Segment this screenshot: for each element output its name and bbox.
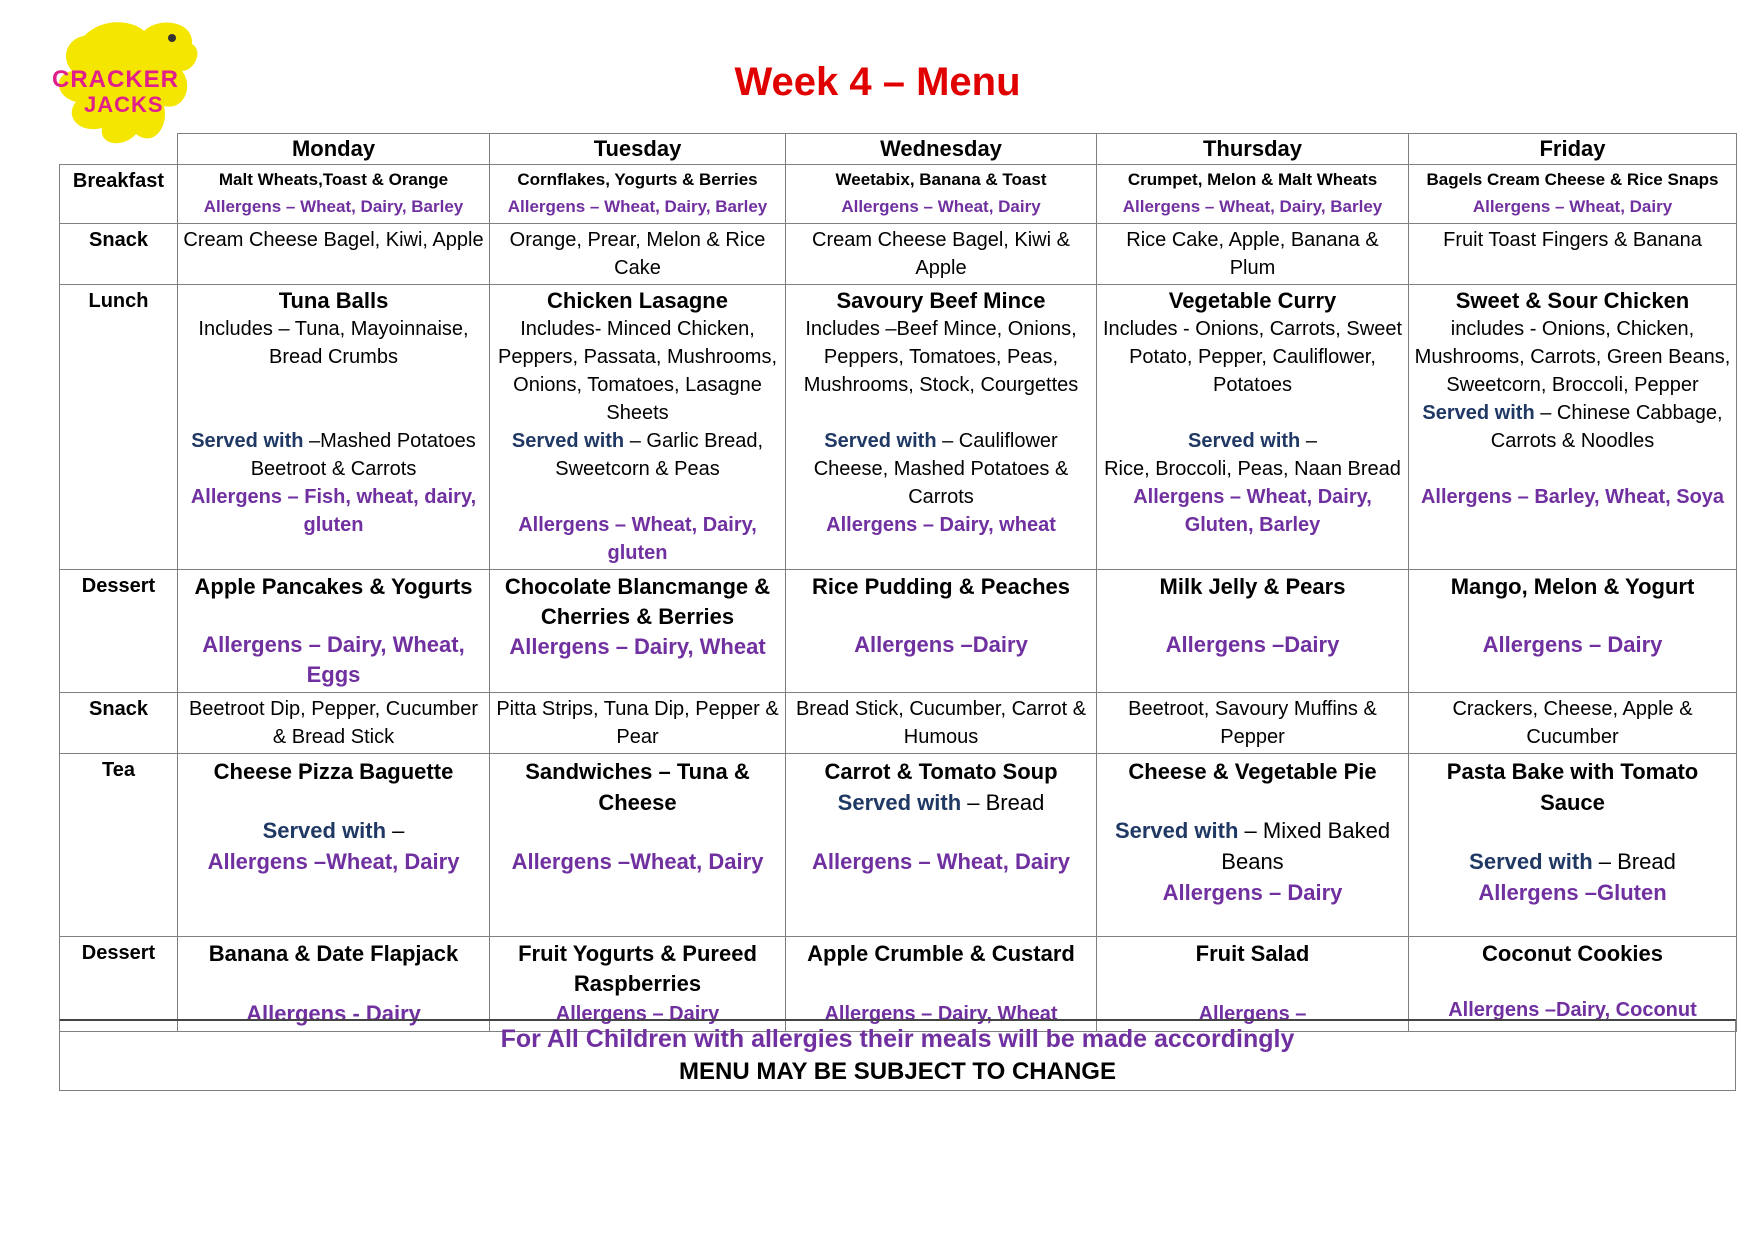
- dish-name: Apple Pancakes & Yogurts: [194, 574, 473, 599]
- header-blank-cell: [60, 134, 178, 165]
- snack-cell: Cream Cheese Bagel, Kiwi, Apple: [178, 224, 490, 285]
- row-label-dessert: Dessert: [60, 570, 178, 693]
- snack-cell: Orange, Prear, Melon & Rice Cake: [490, 224, 786, 285]
- served-with-label: Served with: [191, 430, 304, 452]
- allergens-text: Allergens – Dairy: [1162, 880, 1343, 905]
- dish-name: Tuna Balls: [278, 288, 389, 313]
- allergens-text: Allergens – Wheat, Dairy, Barley: [1122, 197, 1383, 216]
- lunch-row: [60, 285, 1737, 570]
- served-with-text: –Mashed Potatoes: [303, 430, 476, 452]
- dish-name: Chicken Lasagne: [547, 288, 728, 313]
- lunch-cell: [1097, 285, 1409, 570]
- day-header-thursday: Thursday: [1097, 134, 1409, 165]
- row-label-tea: Tea: [60, 754, 178, 937]
- dish-name: Rice Pudding & Peaches: [812, 574, 1070, 599]
- served-with-text: –: [386, 818, 405, 843]
- footer-notice: [59, 1019, 1736, 1091]
- dish-name: Banana & Date Flapjack: [208, 941, 459, 966]
- served-with-text: – Cauliflower Cheese, Mashed Potatoes & Carrots: [813, 430, 1069, 508]
- dessert-cell: [1409, 570, 1737, 693]
- dish-name: Bagels Cream Cheese & Rice Snaps: [1426, 170, 1719, 189]
- row-label-lunch: Lunch: [60, 285, 178, 570]
- dessert-cell: [786, 937, 1097, 1032]
- tea-cell: [1097, 754, 1409, 937]
- allergens-text: Allergens – Wheat, Dairy: [841, 197, 1041, 216]
- row-label-snack: Snack: [60, 693, 178, 754]
- allergens-text: Allergens – Wheat, Dairy: [812, 849, 1070, 874]
- allergens-text: Allergens – Dairy: [1482, 632, 1663, 657]
- dish-name: Apple Crumble & Custard: [807, 941, 1075, 966]
- dish-name: Mango, Melon & Yogurt: [1450, 574, 1695, 599]
- served-with-text: – Garlic Bread, Sweetcorn & Peas: [555, 430, 764, 480]
- logo-line-1: CRACKER: [52, 66, 179, 93]
- row-label-dessert: Dessert: [60, 937, 178, 1032]
- dessert-cell: [490, 570, 786, 693]
- allergens-text: Allergens –Wheat, Dairy: [207, 849, 460, 874]
- dessert-row: [60, 570, 1737, 693]
- snack-cell: Pitta Strips, Tuna Dip, Pepper & Pear: [490, 693, 786, 754]
- served-with-text: – Mixed Baked Beans: [1221, 818, 1391, 874]
- allergy-note: For All Children with allergies their meals will be made accordingly: [500, 1025, 1295, 1053]
- lunch-cell: [178, 285, 490, 570]
- dessert-cell: [1409, 937, 1737, 1032]
- dish-name: Fruit Salad: [1195, 941, 1310, 966]
- day-header-wednesday: Wednesday: [786, 134, 1097, 165]
- dish-name: Carrot & Tomato Soup: [824, 759, 1058, 784]
- dish-name: Cheese & Vegetable Pie: [1128, 759, 1377, 784]
- snack-cell: Bread Stick, Cucumber, Carrot & Humous: [786, 693, 1097, 754]
- served-with-label: Served with: [1188, 430, 1301, 452]
- row-label-breakfast: Breakfast: [60, 165, 178, 224]
- dessert-row: [60, 937, 1737, 1032]
- page-title: Week 4 – Menu: [734, 60, 1021, 104]
- menu-table: [59, 133, 1737, 1032]
- allergens-text: Allergens –Dairy: [854, 632, 1028, 657]
- allergens-text: Allergens –Dairy: [1165, 632, 1340, 657]
- allergens-text: Allergens – Dairy, wheat: [826, 514, 1056, 536]
- dish-name: Crumpet, Melon & Malt Wheats: [1127, 170, 1378, 189]
- allergens-text: Allergens –Wheat, Dairy: [511, 849, 764, 874]
- ingredients-text: includes - Onions, Chicken, Mushrooms, Carrots, Green Beans, Sweetcorn, Broccoli, Pepper: [1414, 318, 1731, 396]
- snack-row: [60, 693, 1737, 754]
- dish-name: Savoury Beef Mince: [836, 288, 1046, 313]
- served-with-text: –: [1300, 430, 1317, 452]
- dessert-cell: [178, 937, 490, 1032]
- snack-cell: Beetroot Dip, Pepper, Cucumber & Bread Stick: [178, 693, 490, 754]
- served-with-label: Served with: [511, 430, 625, 452]
- breakfast-cell: [1409, 165, 1737, 224]
- ingredients-text: Includes - Onions, Carrots, Sweet Potato, Pepper, Cauliflower, Potatoes: [1102, 318, 1402, 396]
- snack-cell: Beetroot, Savoury Muffins & Pepper: [1097, 693, 1409, 754]
- served-with-label: Served with: [1114, 818, 1239, 843]
- allergens-text: Allergens – Dairy, Wheat: [509, 634, 766, 659]
- allergens-text: Allergens – Wheat, Dairy, gluten: [518, 514, 757, 564]
- allergens-text: Allergens – Wheat, Dairy: [1472, 197, 1673, 216]
- allergens-text: Allergens – Dairy, Wheat, Eggs: [202, 632, 465, 687]
- dish-name: Cornflakes, Yogurts & Berries: [517, 170, 758, 189]
- allergens-text: Allergens –Gluten: [1478, 880, 1667, 905]
- ingredients-text: Includes – Tuna, Mayoinnaise, Bread Crumbs: [198, 318, 469, 368]
- served-with-extra: Rice, Broccoli, Peas, Naan Bread: [1104, 458, 1401, 480]
- lunch-cell: [786, 285, 1097, 570]
- dessert-cell: [490, 937, 786, 1032]
- served-with-extra: Beetroot & Carrots: [250, 458, 417, 480]
- dish-name: Cheese Pizza Baguette: [213, 759, 454, 784]
- ingredients-text: Includes- Minced Chicken, Peppers, Passata, Mushrooms, Onions, Tomatoes, Lasagne Sheets: [497, 318, 777, 424]
- breakfast-cell: [178, 165, 490, 224]
- row-label-snack: Snack: [60, 224, 178, 285]
- allergens-text: Allergens – Dairy: [555, 1003, 720, 1025]
- served-with-label: Served with: [824, 430, 937, 452]
- allergens-text: Allergens – Wheat, Dairy, Gluten, Barley: [1133, 486, 1372, 536]
- tea-cell: [1409, 754, 1737, 937]
- dish-name: Pasta Bake with Tomato Sauce: [1446, 759, 1699, 815]
- snack-row: [60, 224, 1737, 285]
- dessert-cell: [1097, 570, 1409, 693]
- allergens-text: Allergens –: [1198, 1003, 1307, 1025]
- served-with-text: – Bread: [961, 790, 1045, 815]
- lunch-cell: [1409, 285, 1737, 570]
- served-with-text: – Chinese Cabbage, Carrots & Noodles: [1490, 402, 1723, 452]
- allergens-text: Allergens - Dairy: [246, 1001, 421, 1026]
- dish-name: Weetabix, Banana & Toast: [835, 170, 1047, 189]
- snack-cell: Crackers, Cheese, Apple & Cucumber: [1409, 693, 1737, 754]
- dish-name: Sandwiches – Tuna & Cheese: [525, 759, 750, 815]
- breakfast-cell: [1097, 165, 1409, 224]
- tea-cell: [786, 754, 1097, 937]
- tea-row: [60, 754, 1737, 937]
- tea-cell: [178, 754, 490, 937]
- dish-name: Coconut Cookies: [1482, 941, 1663, 966]
- day-header-row: [60, 134, 1737, 165]
- day-header-tuesday: Tuesday: [490, 134, 786, 165]
- allergens-text: Allergens –Dairy, Coconut: [1448, 999, 1697, 1021]
- dish-name: Malt Wheats,Toast & Orange: [218, 170, 449, 189]
- served-with-label: Served with: [262, 818, 387, 843]
- change-warning: MENU MAY BE SUBJECT TO CHANGE: [679, 1058, 1116, 1085]
- served-with-label: Served with: [1469, 849, 1593, 874]
- served-with-label: Served with: [1422, 402, 1535, 424]
- day-header-monday: Monday: [178, 134, 490, 165]
- dessert-cell: [1097, 937, 1409, 1032]
- breakfast-row: [60, 165, 1737, 224]
- dessert-cell: [178, 570, 490, 693]
- served-with-text: – Bread: [1592, 849, 1676, 874]
- dessert-cell: [786, 570, 1097, 693]
- snack-cell: Cream Cheese Bagel, Kiwi & Apple: [786, 224, 1097, 285]
- tea-cell: [490, 754, 786, 937]
- dish-name: Chocolate Blancmange & Cherries & Berries: [504, 574, 771, 629]
- logo-line-2: JACKS: [84, 92, 164, 117]
- allergens-text: Allergens – Wheat, Dairy, Barley: [507, 197, 768, 216]
- ingredients-text: Includes –Beef Mince, Onions, Peppers, Tomatoes, Peas, Mushrooms, Stock, Courgettes: [803, 318, 1079, 396]
- lunch-cell: [490, 285, 786, 570]
- breakfast-cell: [786, 165, 1097, 224]
- snack-cell: Fruit Toast Fingers & Banana: [1409, 224, 1737, 285]
- allergens-text: Allergens – Wheat, Dairy, Barley: [203, 197, 464, 216]
- allergens-text: Allergens – Fish, wheat, dairy, gluten: [190, 486, 477, 536]
- snack-cell: Rice Cake, Apple, Banana & Plum: [1097, 224, 1409, 285]
- dish-name: Milk Jelly & Pears: [1159, 574, 1346, 599]
- dish-name: Vegetable Curry: [1168, 288, 1337, 313]
- dish-name: Fruit Yogurts & Pureed Raspberries: [518, 941, 757, 996]
- breakfast-cell: [490, 165, 786, 224]
- allergens-text: Allergens – Barley, Wheat, Soya: [1420, 486, 1725, 508]
- allergens-text: Allergens – Dairy, Wheat: [824, 1003, 1058, 1025]
- served-with-label: Served with: [837, 790, 962, 815]
- dish-name: Sweet & Sour Chicken: [1455, 288, 1690, 313]
- day-header-friday: Friday: [1409, 134, 1737, 165]
